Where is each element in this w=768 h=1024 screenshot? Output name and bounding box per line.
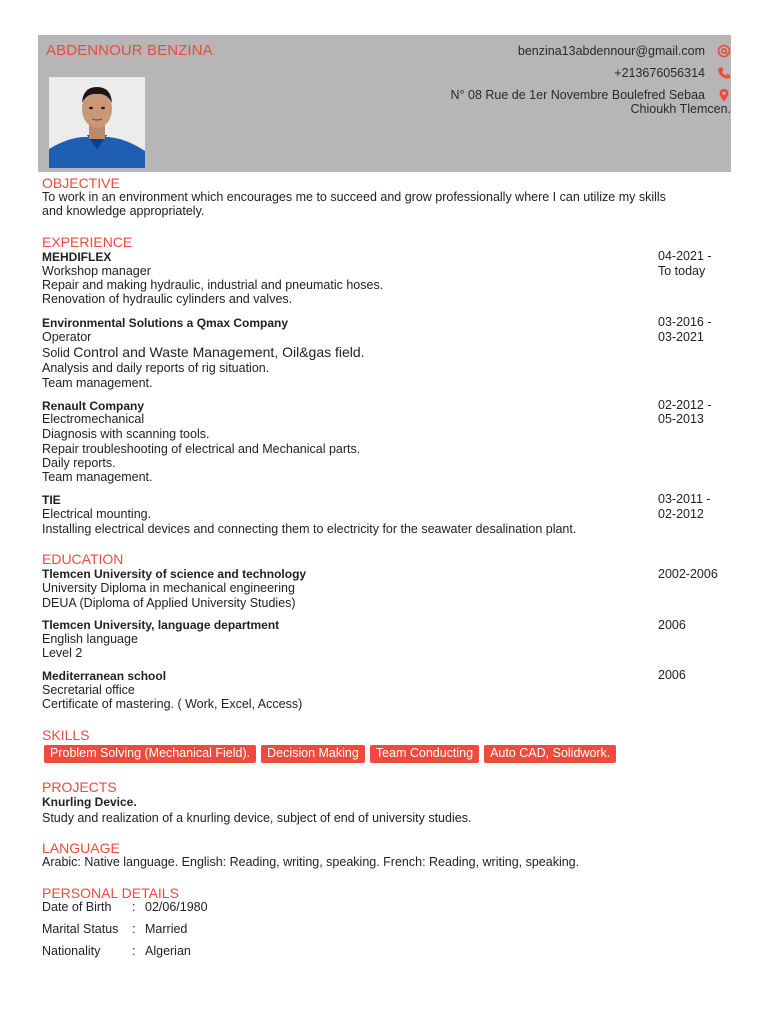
address-line-1: N° 08 Rue de 1er Novembre Boulefred Sebaa bbox=[450, 88, 705, 102]
header-banner bbox=[38, 35, 731, 172]
job-date-start: 02-2012 - bbox=[658, 398, 712, 412]
job-date-end: 05-2013 bbox=[658, 412, 704, 426]
phone-icon bbox=[717, 66, 731, 80]
education-detail: DEUA (Diploma of Applied University Studies) bbox=[42, 596, 296, 610]
job-detail: Repair and making hydraulic, industrial and pneumatic hoses. bbox=[42, 278, 384, 292]
objective-line-1: To work in an environment which encourages me to succeed and grow professionally where I can utilize my skills bbox=[42, 190, 666, 204]
personal-value: 02/06/1980 bbox=[145, 900, 208, 914]
job-role: Electromechanical bbox=[42, 412, 145, 426]
education-date: 2002-2006 bbox=[658, 567, 718, 581]
project-description: Study and realization of a knurling device, subject of end of university studies. bbox=[42, 811, 472, 825]
job-detail: Analysis and daily reports of rig situation. bbox=[42, 361, 270, 375]
job-date-end: To today bbox=[658, 264, 706, 278]
language-text: Arabic: Native language. English: Reading, writing, speaking. French: Reading, writing, speaking. bbox=[42, 855, 580, 869]
job-detail: Daily reports. bbox=[42, 456, 116, 470]
skill-badge: Problem Solving (Mechanical Field). bbox=[44, 745, 256, 763]
job-detail: Diagnosis with scanning tools. bbox=[42, 427, 210, 441]
personal-label: Date of Birth bbox=[42, 900, 112, 914]
education-title: EDUCATION bbox=[42, 551, 124, 567]
location-pin-icon bbox=[717, 88, 731, 102]
education-school: Tlemcen University, language department bbox=[42, 618, 280, 632]
address-line-2: Chioukh Tlemcen. bbox=[630, 102, 731, 116]
profile-photo bbox=[49, 77, 145, 168]
skill-badge: Decision Making bbox=[261, 745, 365, 763]
job-date-end: 03-2021 bbox=[658, 330, 704, 344]
job-company: Environmental Solutions a Qmax Company bbox=[42, 316, 289, 330]
personal-colon: : bbox=[132, 922, 136, 936]
candidate-name: ABDENNOUR BENZINA bbox=[46, 42, 213, 59]
job-date-start: 04-2021 - bbox=[658, 249, 712, 263]
project-name: Knurling Device. bbox=[42, 795, 137, 809]
solid-prefix: Solid bbox=[42, 346, 70, 360]
education-school: Mediterranean school bbox=[42, 669, 167, 683]
education-detail: Level 2 bbox=[42, 646, 83, 660]
personal-value: Algerian bbox=[145, 944, 191, 958]
skills-list bbox=[44, 745, 616, 763]
personal-colon: : bbox=[132, 944, 136, 958]
personal-colon: : bbox=[132, 900, 136, 914]
experience-title: EXPERIENCE bbox=[42, 234, 133, 250]
personal-value: Married bbox=[145, 922, 188, 936]
education-detail: English language bbox=[42, 632, 138, 646]
job-role: Electrical mounting. bbox=[42, 507, 152, 521]
job-detail: Team management. bbox=[42, 470, 153, 484]
job-detail: Installing electrical devices and connecting them to electricity for the seawater desalination plant. bbox=[42, 522, 577, 536]
education-detail: Secretarial office bbox=[42, 683, 135, 697]
skills-title: SKILLS bbox=[42, 727, 90, 743]
job-role: Operator bbox=[42, 330, 92, 344]
job-detail-solid bbox=[42, 345, 365, 361]
projects-title: PROJECTS bbox=[42, 779, 117, 795]
language-title: LANGUAGE bbox=[42, 840, 120, 856]
education-detail: University Diploma in mechanical engineering bbox=[42, 581, 295, 595]
education-date: 2006 bbox=[658, 618, 686, 632]
email-text[interactable]: benzina13abdennour@gmail.com bbox=[517, 44, 705, 58]
job-date-start: 03-2016 - bbox=[658, 315, 712, 329]
at-icon bbox=[717, 44, 731, 58]
personal-label: Nationality bbox=[42, 944, 101, 958]
job-date-end: 02-2012 bbox=[658, 507, 704, 521]
skill-badge: Auto CAD, Solidwork. bbox=[484, 745, 616, 763]
job-detail: Repair troubleshooting of electrical and Mechanical parts. bbox=[42, 442, 361, 456]
job-company: Renault Company bbox=[42, 399, 145, 413]
job-role: Workshop manager bbox=[42, 264, 151, 278]
job-detail: Renovation of hydraulic cylinders and valves. bbox=[42, 292, 293, 306]
phone-text[interactable]: +213676056314 bbox=[614, 66, 705, 80]
education-detail: Certificate of mastering. ( Work, Excel, Access) bbox=[42, 697, 303, 711]
job-company: TIE bbox=[42, 493, 61, 507]
job-company: MEHDIFLEX bbox=[42, 250, 112, 264]
skill-badge: Team Conducting bbox=[370, 745, 479, 763]
education-school: Tlemcen University of science and technology bbox=[42, 567, 307, 581]
job-detail: Team management. bbox=[42, 376, 153, 390]
education-date: 2006 bbox=[658, 668, 686, 682]
objective-title: OBJECTIVE bbox=[42, 175, 120, 191]
objective-line-2: and knowledge appropriately. bbox=[42, 204, 205, 218]
job-date-start: 03-2011 - bbox=[658, 492, 711, 506]
solid-rest: Control and Waste Management, Oil&gas field. bbox=[73, 344, 365, 360]
personal-details-title: PERSONAL DETAILS bbox=[42, 885, 179, 901]
personal-label: Marital Status bbox=[42, 922, 119, 936]
